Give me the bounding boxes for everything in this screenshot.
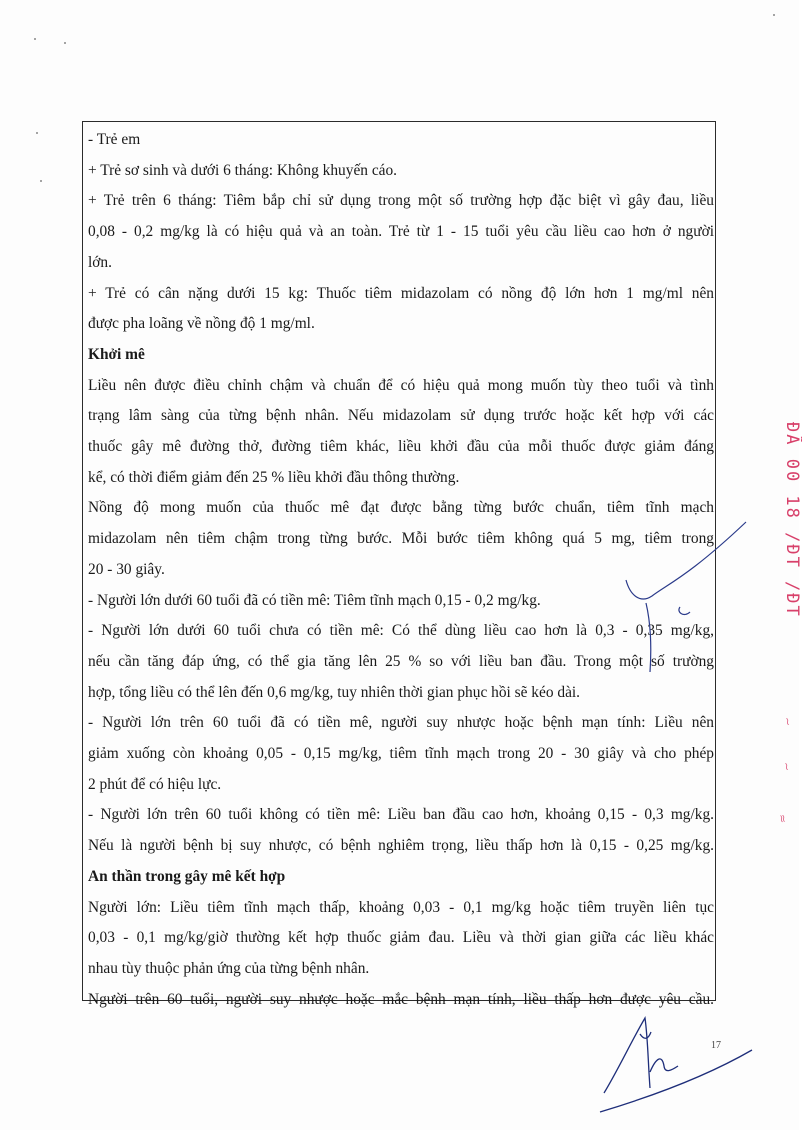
text-line: + Trẻ có cân nặng dưới 15 kg: Thuốc tiêm midazolam có nồng độ lớn hơn 1 mg/ml nên xyxy=(88,284,714,302)
page-number: 17 xyxy=(711,1040,721,1051)
text-line: midazolam nên tiêm chậm trong từng bước. Mỗi bước tiêm không quá 5 mg, tiêm trong xyxy=(88,530,714,548)
text-line: - Người lớn dưới 60 tuổi đã có tiền mê: Tiêm tĩnh mạch 0,15 - 0,2 mg/kg. xyxy=(88,591,541,609)
scan-speck xyxy=(773,14,775,16)
stamp-fragment: ~ xyxy=(780,715,795,728)
scan-speck xyxy=(34,38,36,40)
text-line: 20 - 30 giây. xyxy=(88,560,165,578)
stamp-fragment: ~ xyxy=(779,760,794,773)
scan-speck xyxy=(36,132,38,134)
stamp-fragment: ≈ xyxy=(775,812,790,825)
text-line: + Trẻ sơ sinh và dưới 6 tháng: Không khuyến cáo. xyxy=(88,161,398,179)
scan-speck xyxy=(64,42,66,44)
text-line: Người trên 60 tuổi, người suy nhược hoặc mắc bệnh mạn tính, liều thấp hơn được yêu cầu. xyxy=(88,990,714,1008)
text-line: 0,08 - 0,2 mg/kg là có hiệu quả và an toàn. Trẻ từ 1 - 15 tuổi yêu cầu liều cao hơn ở người xyxy=(88,223,714,241)
section-heading: Khởi mê xyxy=(88,345,145,363)
text-line: Người lớn: Liều tiêm tĩnh mạch thấp, khoảng 0,03 - 0,1 mg/kg hoặc tiêm truyền liên tục xyxy=(88,898,714,916)
text-line: + Trẻ trên 6 tháng: Tiêm bắp chỉ sử dụng trong một số trường hợp đặc biệt vì gây đau, liều xyxy=(88,192,714,210)
text-line: - Trẻ em xyxy=(88,131,141,148)
signature xyxy=(600,1018,752,1112)
text-line: 0,03 - 0,1 mg/kg/giờ thường kết hợp thuốc giảm đau. Liều và thời gian giữa các liều khác xyxy=(88,929,714,947)
text-line: giảm xuống còn khoảng 0,05 - 0,15 mg/kg, tiêm tĩnh mạch trong 20 - 30 giây và cho phép xyxy=(88,745,714,762)
text-line: 2 phút để có hiệu lực. xyxy=(88,775,222,793)
text-line: được pha loãng về nồng độ 1 mg/ml. xyxy=(88,315,315,333)
text-line: - Người lớn trên 60 tuổi không có tiền mê: Liều ban đầu cao hơn, khoảng 0,15 - 0,3 mg/kg. xyxy=(88,806,714,824)
text-line: - Người lớn dưới 60 tuổi chưa có tiền mê: Có thể dùng liều cao hơn là 0,3 - 0,35 mg/kg, xyxy=(88,622,714,640)
text-line: lớn. xyxy=(88,253,112,271)
text-line: hợp, tổng liều có thể lên đến 0,6 mg/kg, tuy nhiên thời gian phục hồi sẽ kéo dài. xyxy=(88,683,581,701)
text-line: kể, có thời điểm giảm đến 25 % liều khởi đầu thông thường. xyxy=(88,468,460,486)
approval-stamp xyxy=(778,422,802,618)
text-line: Nồng độ mong muốn của thuốc mê đạt được bằng từng bước chuẩn, tiêm tĩnh mạch xyxy=(88,499,714,517)
text-line: nhau tùy thuộc phản ứng của từng bệnh nhân. xyxy=(88,959,370,977)
section-heading: An thần trong gây mê kết hợp xyxy=(88,867,286,885)
text-line: Liều nên được điều chỉnh chậm và chuẩn để có hiệu quả mong muốn tùy theo tuổi và tình xyxy=(88,376,714,394)
text-line: trạng lâm sàng của từng bệnh nhân. Nếu midazolam sử dụng trước hoặc kết hợp với các xyxy=(88,407,714,425)
text-line: Nếu là người bệnh bị suy nhược, có bệnh nghiêm trọng, liều thấp hơn là 0,15 - 0,25 mg/kg. xyxy=(88,837,714,855)
text-line: thuốc gây mê đường thở, đường tiêm khác, liều khởi đầu của mỗi thuốc được giảm đáng xyxy=(88,438,714,455)
text-line: nếu cần tăng đáp ứng, có thể gia tăng lên 25 % so với liều ban đầu. Trong một số trường xyxy=(88,652,714,670)
text-line: - Người lớn trên 60 tuổi đã có tiền mê, người suy nhược hoặc bệnh mạn tính: Liều nên xyxy=(88,714,714,732)
stamp-text: ĐÃ 00 18 /ĐT /ĐT xyxy=(782,422,802,618)
scan-speck xyxy=(40,180,42,182)
